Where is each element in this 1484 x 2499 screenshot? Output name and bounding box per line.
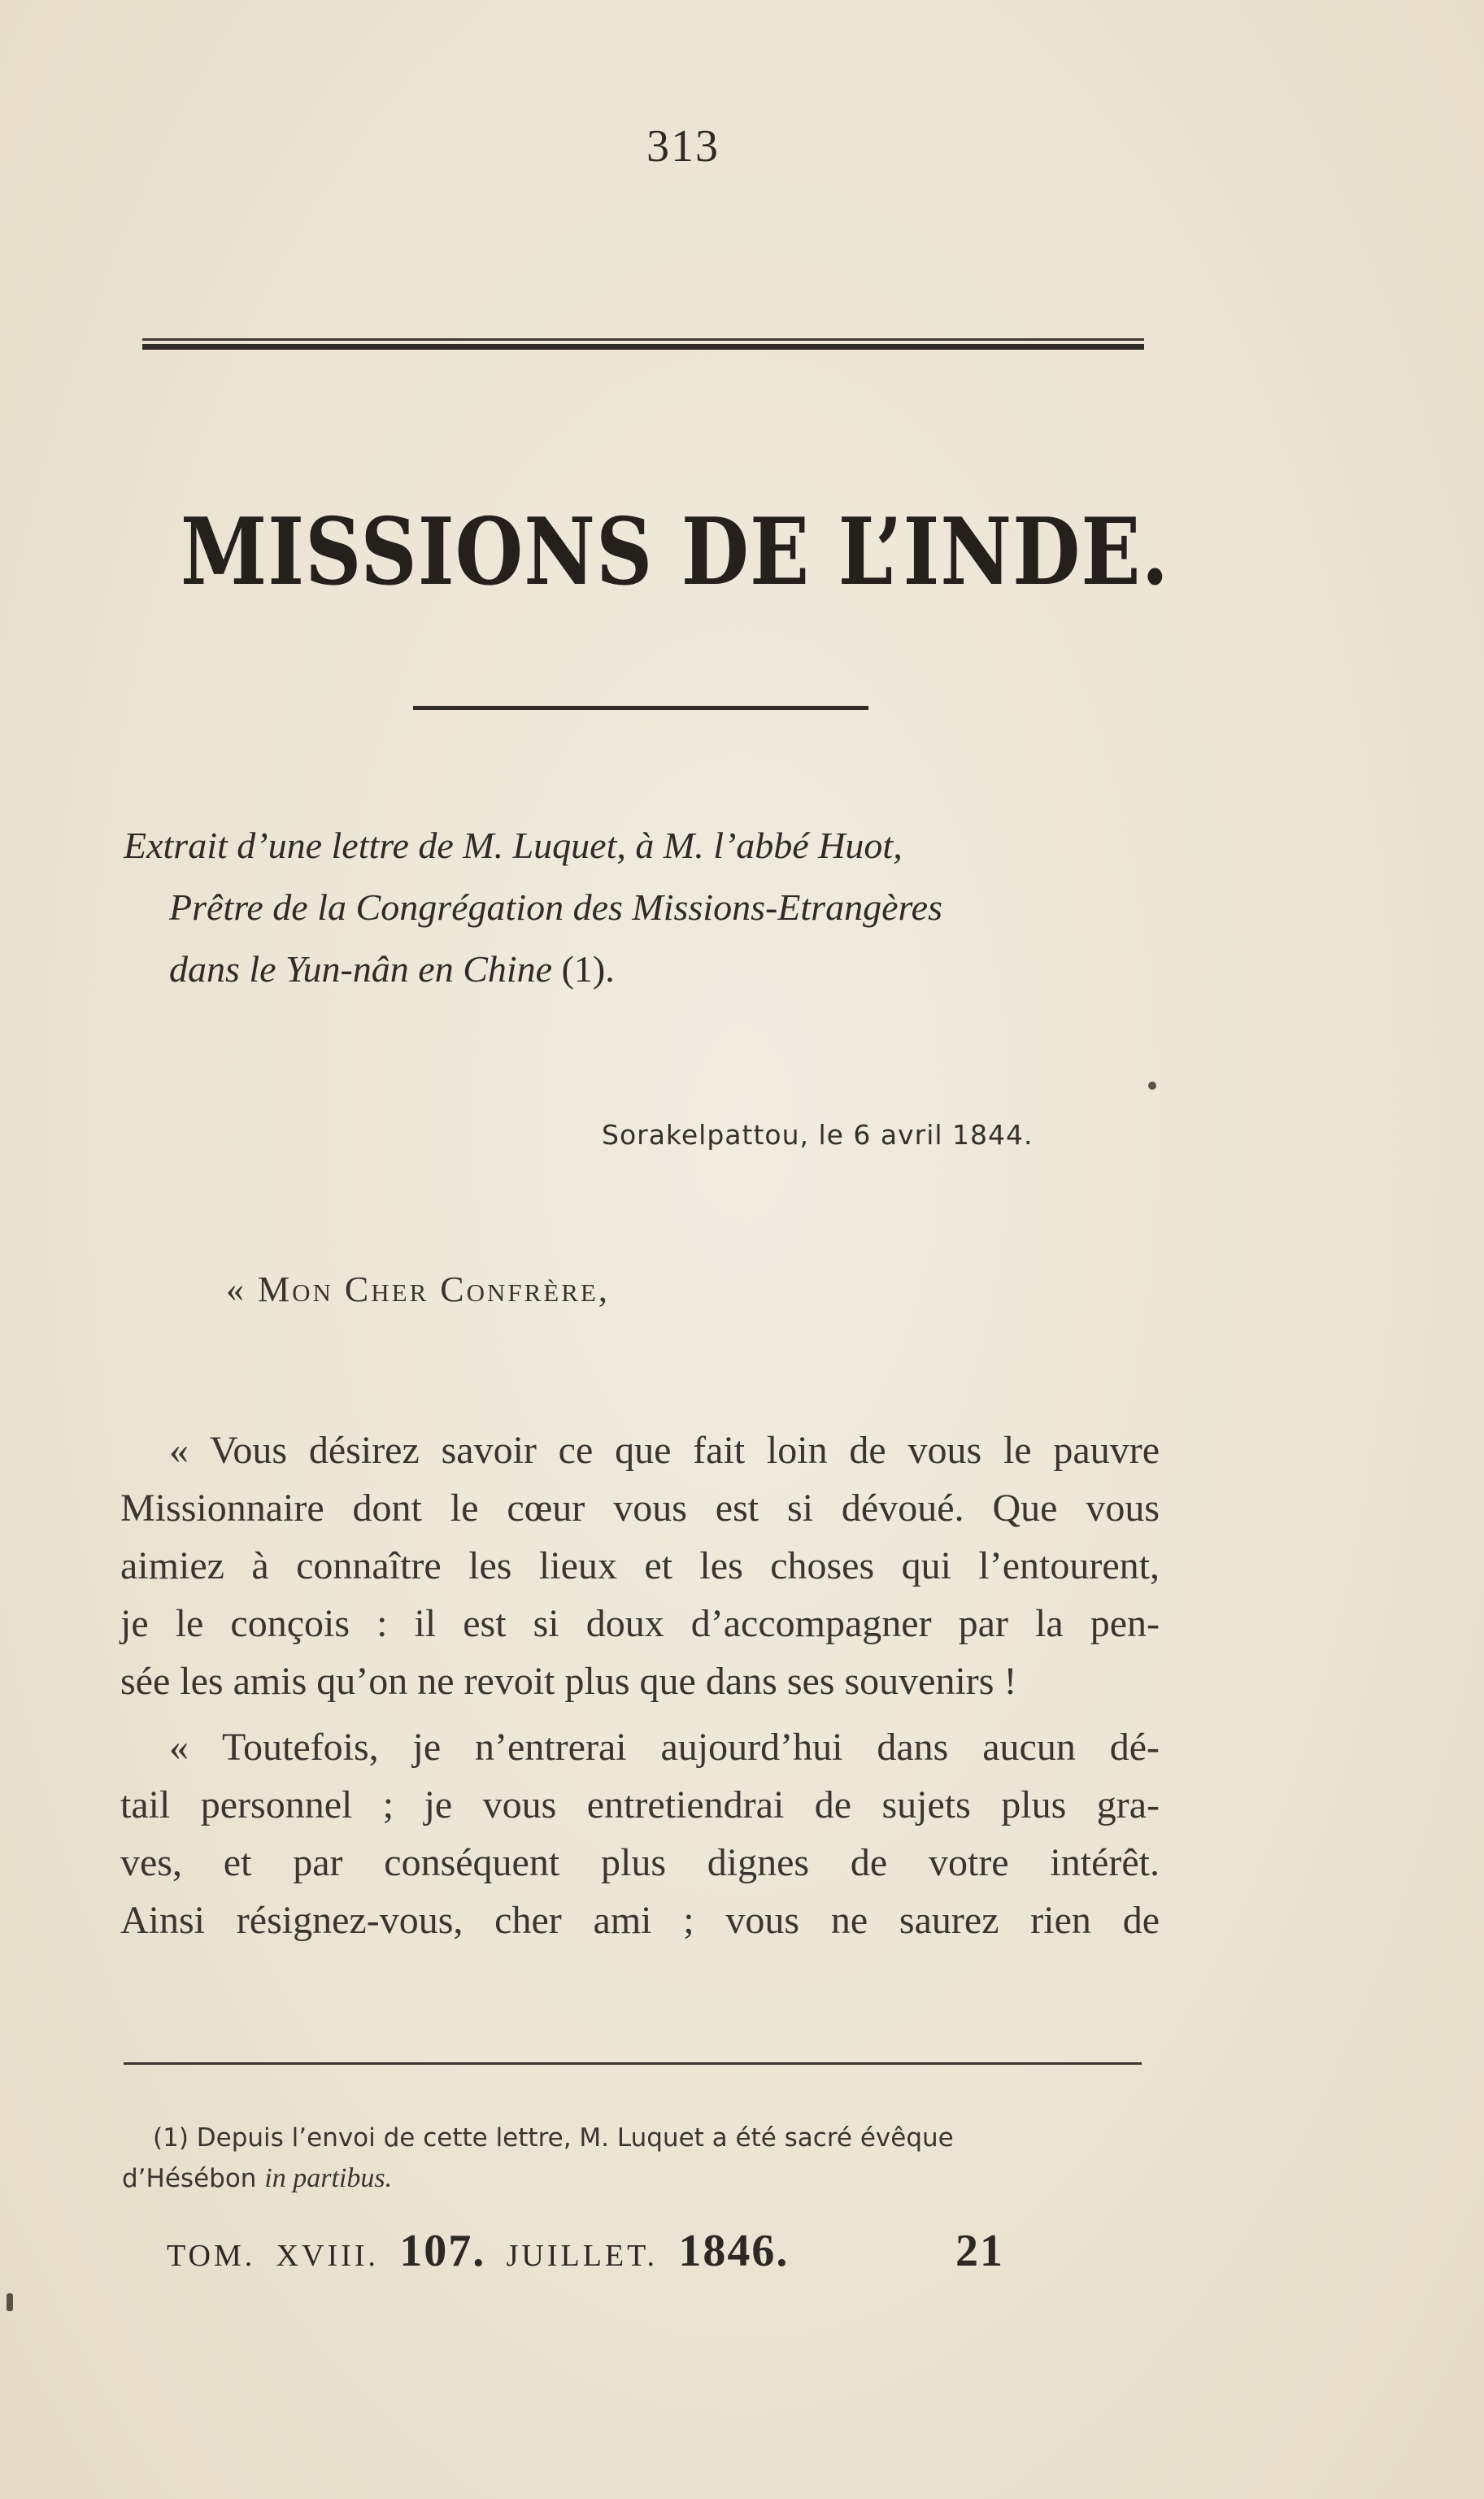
intro-line: Extrait d’une lettre de M. Luquet, à M. l’abbé Huot, <box>124 825 903 866</box>
body-line: « Vous désirez savoir ce que fait loin de vous le pauvre <box>169 1429 1160 1472</box>
signature-line <box>167 2225 1004 2277</box>
signature-volume: XVIII. <box>276 2239 379 2273</box>
body-line: tail personnel ; je vous entretiendrai de sujets plus gra- <box>120 1783 1160 1826</box>
section-heading: MISSIONS DE L’INDE. <box>181 498 1169 607</box>
body-line: je le conçois : il est si doux d’accompagner par la pen- <box>120 1602 1160 1645</box>
body-line: Missionnaire dont le cœur vous est si dévoué. Que vous <box>120 1487 1160 1530</box>
signature-tom: TOM. <box>167 2239 256 2273</box>
letter-intro <box>124 815 1213 1000</box>
ink-speck <box>7 2293 13 2311</box>
body-paragraph <box>120 1421 1160 1710</box>
heading-underline-rule <box>413 706 868 710</box>
body-line: sée les amis qu’on ne revoit plus que dans ses souvenirs ! <box>120 1660 1017 1703</box>
signature-month: JUILLET. <box>506 2239 659 2273</box>
footnote-line: d’Hésébon in partibus. <box>122 2163 393 2193</box>
ink-speck <box>1148 1082 1156 1090</box>
dateline: Sorakelpattou, le 6 avril 1844. <box>602 1119 1034 1151</box>
footnote-italic: in partibus. <box>264 2163 393 2193</box>
salutation: « Mon Cher Confrère, <box>226 1269 610 1309</box>
page-number: 313 <box>646 121 720 172</box>
footnote-separator-rule <box>124 2062 1142 2065</box>
body-line: « Toutefois, je n’entrerai aujourd’hui dans aucun dé- <box>169 1726 1160 1769</box>
signature-sheet-number: 21 <box>955 2226 1004 2276</box>
body-line: Ainsi résignez-vous, cher ami ; vous ne saurez rien de <box>120 1899 1160 1942</box>
body-line: ves, et par conséquent plus dignes de votre intérêt. <box>120 1841 1160 1884</box>
intro-line: dans le Yun-nân en Chine (1). <box>169 948 615 990</box>
footnote-reference: (1). <box>552 948 615 990</box>
footnote-line: (1) Depuis l’envoi de cette lettre, M. Luquet a été sacré évêque <box>153 2123 954 2153</box>
footnote <box>122 2118 1155 2199</box>
signature-issue: 107. <box>399 2226 486 2276</box>
signature-year: 1846. <box>678 2226 790 2276</box>
letter-body <box>120 1421 1160 1957</box>
body-paragraph <box>120 1718 1160 1949</box>
intro-line: Prêtre de la Congrégation des Missions-Etrangères <box>169 886 942 928</box>
top-double-rule <box>142 338 1144 350</box>
body-line: aimiez à connaître les lieux et les choses qui l’entourent, <box>120 1544 1160 1587</box>
